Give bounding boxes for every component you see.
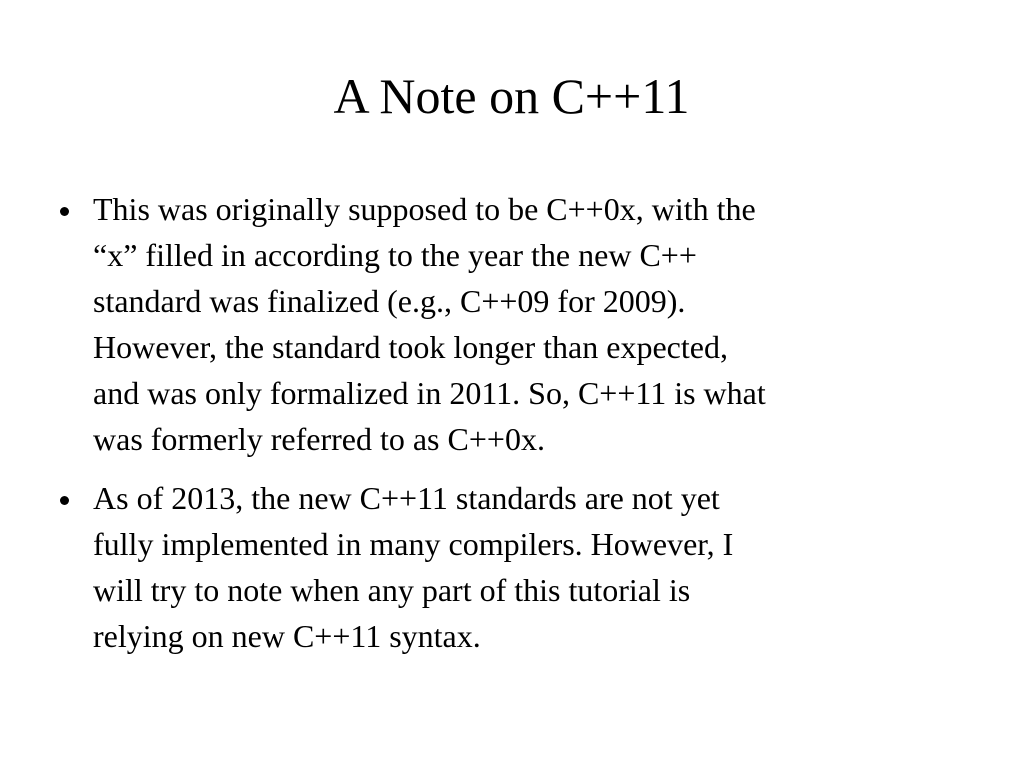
bullet-dot-icon — [60, 207, 69, 216]
bullet-text-line: “x” filled in according to the year the new C++ — [93, 237, 697, 273]
bullet-dot-icon — [60, 496, 69, 505]
slide-title: A Note on C++11 — [333, 68, 690, 124]
bullet-text-line: As of 2013, the new C++11 standards are not yet — [93, 480, 720, 516]
bullet-list — [60, 186, 980, 672]
bullet-text-line: standard was finalized (e.g., C++09 for 2009). — [93, 283, 686, 319]
bullet-text-line: was formerly referred to as C++0x. — [93, 421, 545, 457]
bullet-text-line: This was originally supposed to be C++0x, with the — [93, 191, 756, 227]
bullet-item-implementation-status — [60, 475, 980, 659]
bullet-item-cpp0x-history — [60, 186, 980, 462]
bullet-text-line: However, the standard took longer than expected, — [93, 329, 728, 365]
bullet-text-line: relying on new C++11 syntax. — [93, 618, 481, 654]
bullet-text-line: and was only formalized in 2011. So, C++11 is what — [93, 375, 766, 411]
bullet-text-line: fully implemented in many compilers. However, I — [93, 526, 734, 562]
bullet-text-line: will try to note when any part of this tutorial is — [93, 572, 691, 608]
